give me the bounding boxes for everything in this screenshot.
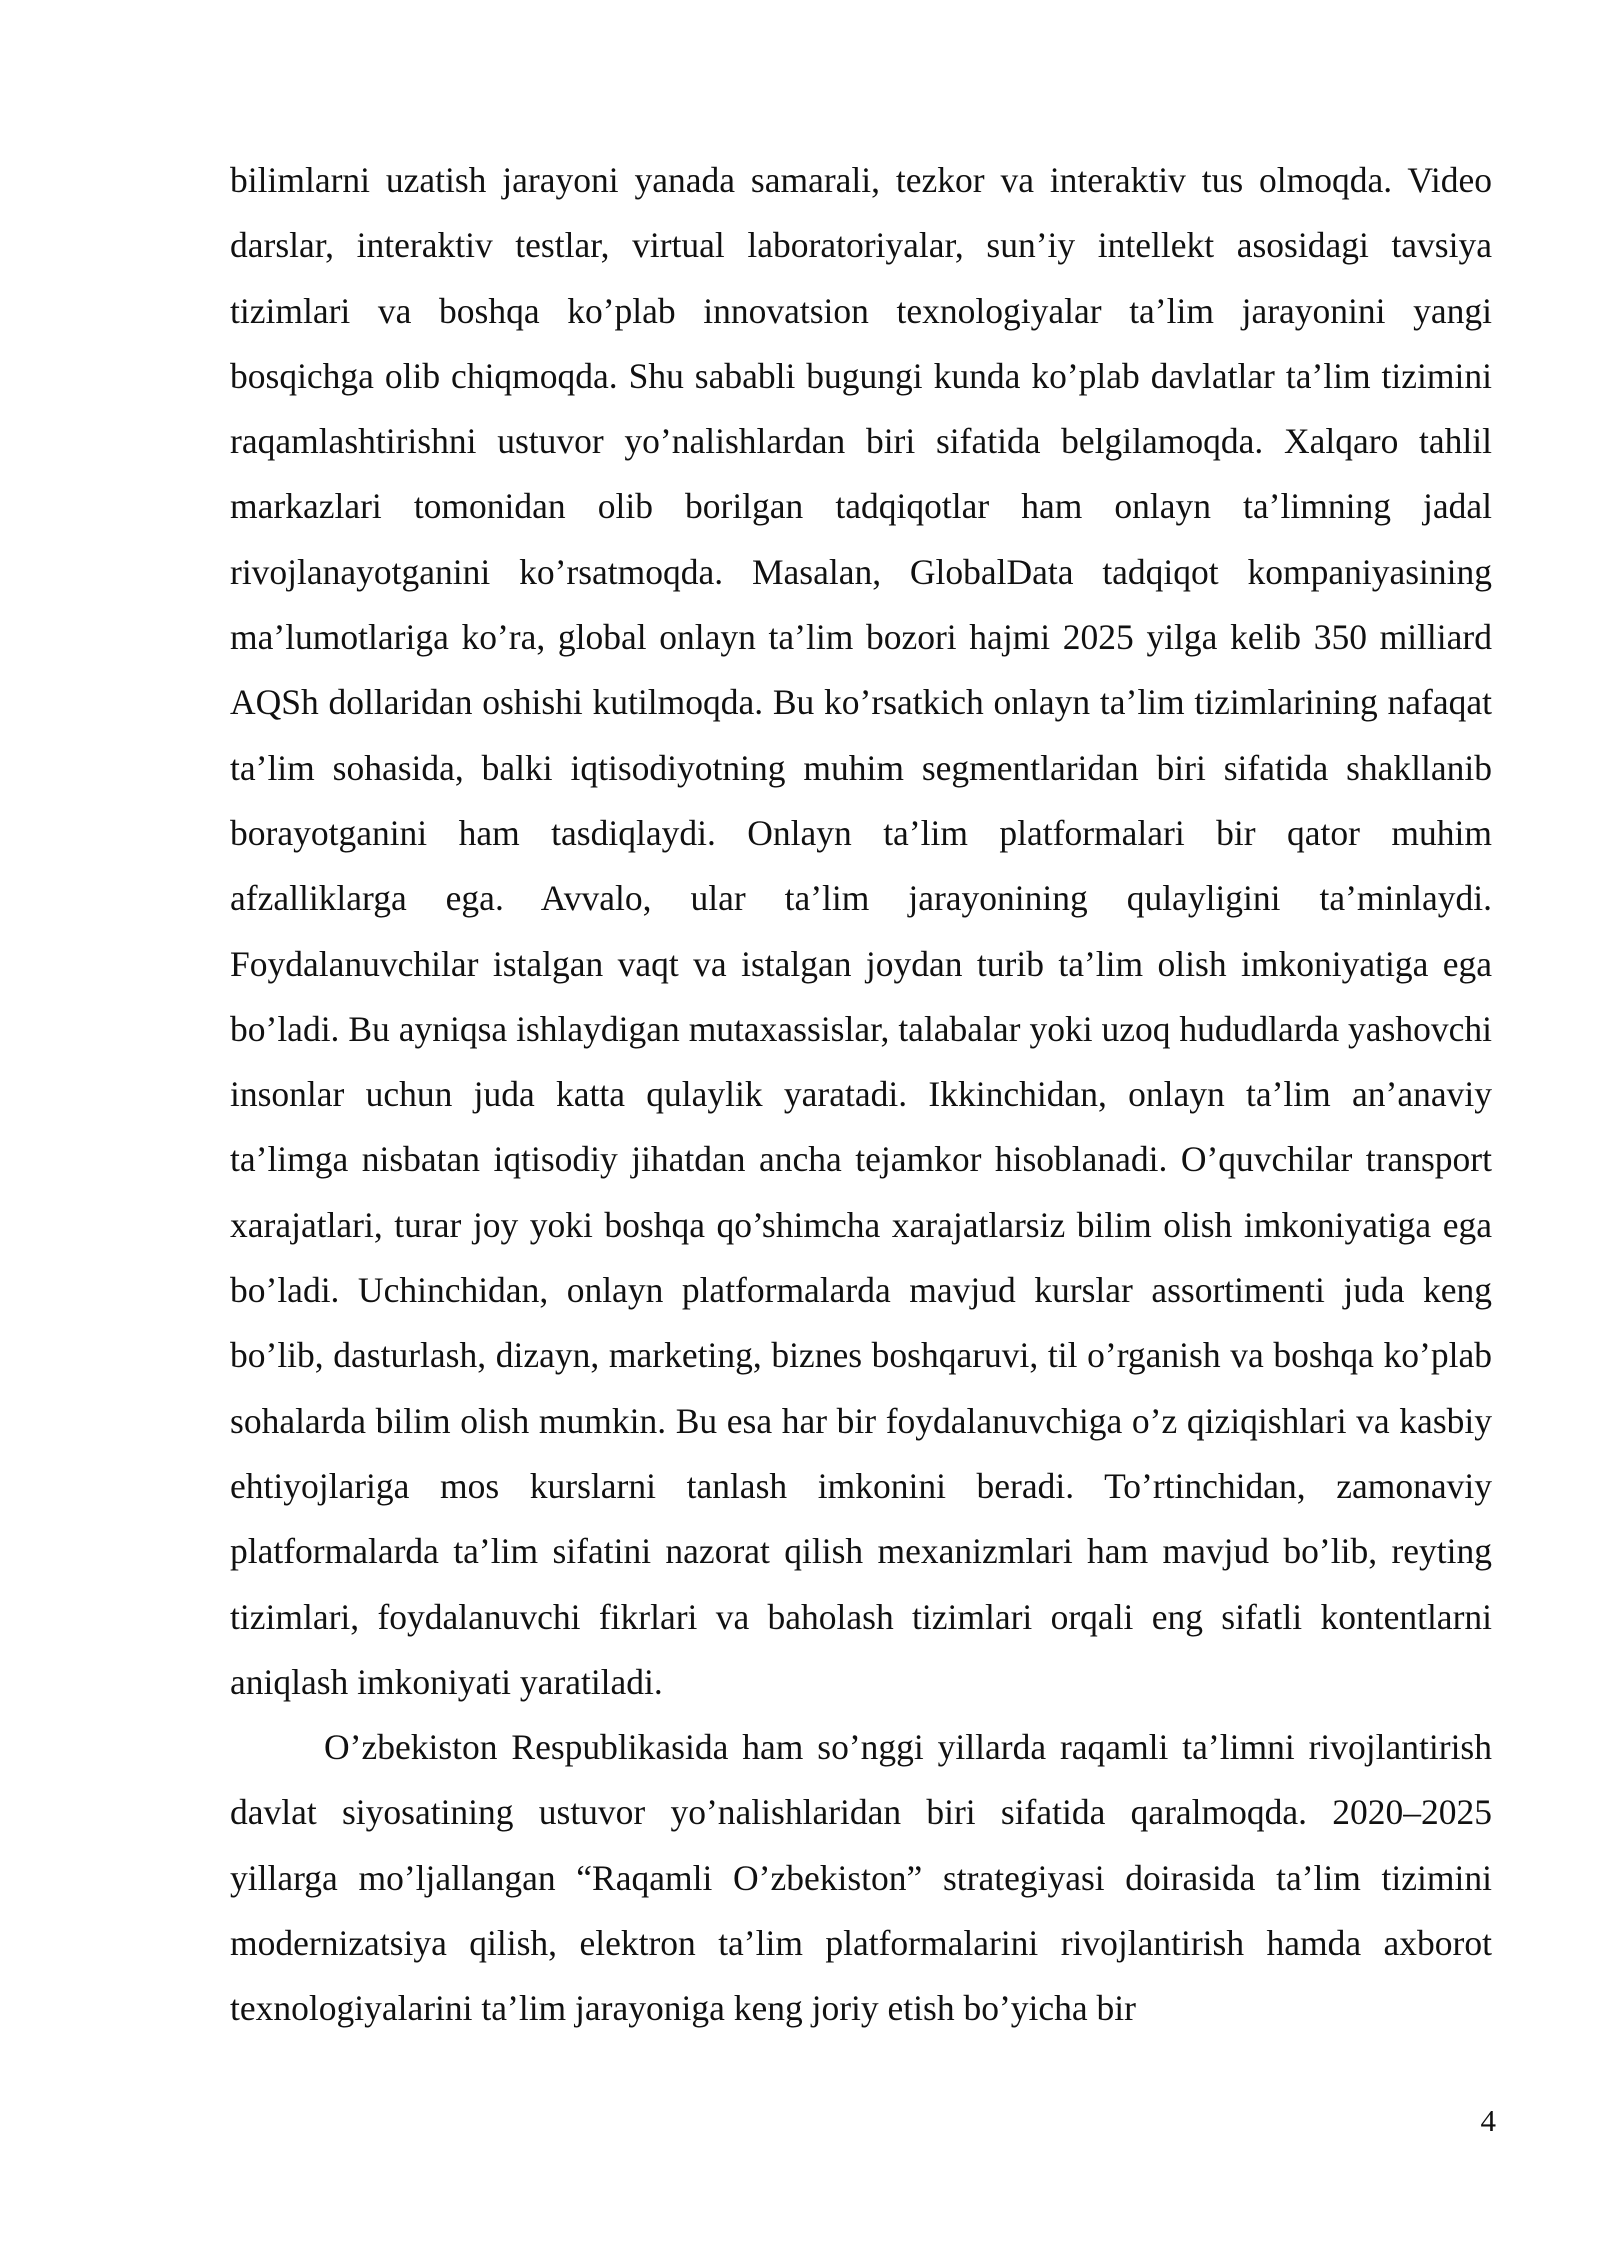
paragraph-continuation: bilimlarni uzatish jarayoni yanada samarali, tezkor va interaktiv tus olmoqda. Video darslar, interaktiv testlar, virtual laboratoriyalar, sun’iy intellekt asosidagi tavsiya tizimlari va boshqa ko’plab innovatsion texnologiyalar ta’lim jarayonini yangi bosqichga olib chiqmoqda. Shu sababli bugungi kunda ko’plab davlatlar ta’lim tizimini raqamlashtirishni ustuvor yo’nalishlardan biri sifatida belgilamoqda. Xalqaro tahlil markazlari tomonidan olib borilgan tadqiqotlar ham onlayn ta’limning jadal rivojlanayotganini ko’rsatmoqda. Masalan, GlobalData tadqiqot kompaniyasining ma’lumotlariga ko’ra, global onlayn ta’lim bozori hajmi 2025 yilga kelib 350 milliard AQSh dollaridan oshishi kutilmoqda. Bu ko’rsatkich onlayn ta’lim tizimlarining nafaqat ta’lim sohasida, balki iqtisodiyotning muhim segmentlaridan biri sifatida shakllanib borayotganini ham tasdiqlaydi. Onlayn ta’lim platformalari bir qator muhim afzalliklarga ega. Avvalo, ular ta’lim jarayonining qulayligini ta’minlaydi. Foydalanuvchilar istalgan vaqt va istalgan joydan turib ta’lim olish imkoniyatiga ega bo’ladi. Bu ayniqsa ishlaydigan mutaxassislar, talabalar yoki uzoq hududlarda yashovchi insonlar uchun juda katta qulaylik yaratadi. Ikkinchidan, onlayn ta’lim an’anaviy ta’limga nisbatan iqtisodiy jihatdan ancha tejamkor hisoblanadi. O’quvchilar transport xarajatlari, turar joy yoki boshqa qo’shimcha xarajatlarsiz bilim olish imkoniyatiga ega bo’ladi. Uchinchidan, onlayn platformalarda mavjud kurslar assortimenti juda keng bo’lib, dasturlash, dizayn, marketing, biznes boshqaruvi, til o’rganish va boshqa ko’plab sohalarda bilim olish mumkin. Bu esa har bir foydalanuvchiga o’z qiziqishlari va kasbiy ehtiyojlariga mos kurslarni tanlash imkonini beradi. To’rtinchidan, zamonaviy platformalarda ta’lim sifatini nazorat qilish mexanizmlari ham mavjud bo’lib, reyting tizimlari, foydalanuvchi fikrlari va baholash tizimlari orqali eng sifatli kontentlarni aniqlash imkoniyati yaratiladi. bbox=[230, 160, 1492, 1702]
body-text bbox=[230, 148, 1492, 2042]
page-number: 4 bbox=[1480, 2103, 1496, 2138]
paragraph-uzbekistan: O’zbekiston Respublikasida ham so’nggi yillarda raqamli ta’limni rivojlantirish davlat siyosatining ustuvor yo’nalishlaridan biri sifatida qaralmoqda. 2020–2025 yillarga mo’ljallangan “Raqamli O’zbekiston” strategiyasi doirasida ta’lim tizimini modernizatsiya qilish, elektron ta’lim platformalarini rivojlantirish hamda axborot texnologiyalarini ta’lim jarayoniga keng joriy etish bo’yicha bir bbox=[230, 1727, 1492, 2029]
